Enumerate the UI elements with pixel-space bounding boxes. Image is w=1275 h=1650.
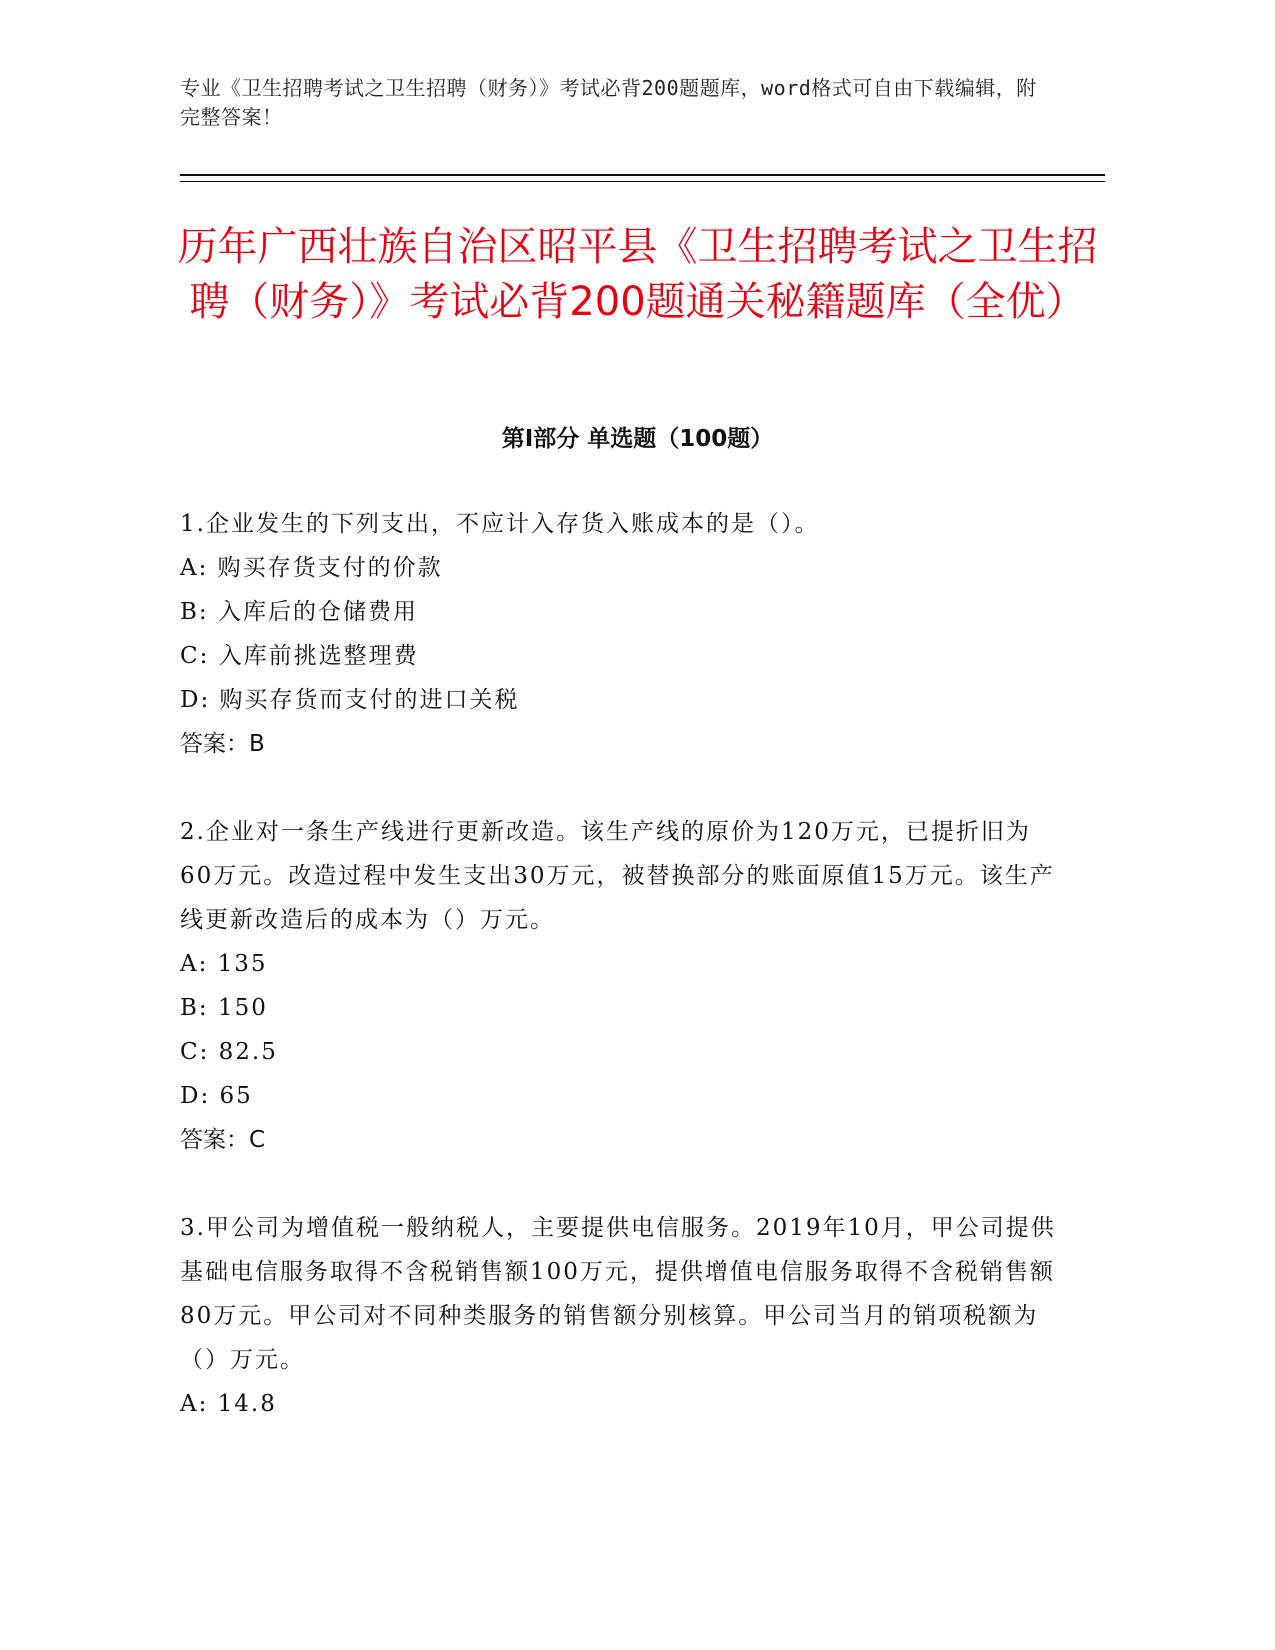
question-stem: 2.企业对一条生产线进行更新改造。该生产线的原价为120万元，已提折旧为60万元。改造过程中发生支出30万元，被替换部分的账面原值15万元。该生产线更新改造后的成本为（）万元。 [180, 819, 1055, 933]
option-c: C: 82.5 [180, 1039, 278, 1065]
option-a: A: 购买存货支付的价款 [180, 555, 443, 581]
option-b: B: 入库后的仓储费用 [180, 599, 418, 625]
question-stem: 3.甲公司为增值税一般纳税人，主要提供电信服务。2019年10月，甲公司提供基础电信服务取得不含税销售额100万元，提供增值电信服务取得不含税销售额80万元。甲公司对不同种类服务的销售额分别核算。甲公司当月的销项税额为（）万元。 [180, 1215, 1056, 1373]
section-title: 第I部分 单选题（100题） [501, 426, 774, 452]
answer: 答案：C [180, 1127, 266, 1153]
question-list [180, 502, 1060, 1470]
option-c: C: 入库前挑选整理费 [180, 643, 419, 669]
option-d: D: 购买存货而支付的进口关税 [180, 687, 520, 713]
question-3 [180, 1206, 1060, 1426]
question-1 [180, 502, 1060, 766]
header-note: 专业《卫生招聘考试之卫生招聘（财务）》考试必背200题题库，word格式可自由下载编辑，附完整答案！ [180, 76, 1037, 129]
header-divider-thin [180, 181, 1105, 182]
answer: 答案：B [180, 731, 265, 757]
option-d: D: 65 [180, 1083, 253, 1109]
option-b: B: 150 [180, 995, 268, 1021]
option-a: A: 14.8 [180, 1391, 277, 1417]
question-stem: 1.企业发生的下列支出，不应计入存货入账成本的是（）。 [180, 511, 820, 537]
option-a: A: 135 [180, 951, 268, 977]
question-2 [180, 810, 1060, 1162]
document-title: 历年广西壮族自治区昭平县《卫生招聘考试之卫生招聘（财务）》考试必背200题通关秘籍题库（全优） [177, 224, 1098, 325]
header-divider-thick [180, 174, 1105, 176]
